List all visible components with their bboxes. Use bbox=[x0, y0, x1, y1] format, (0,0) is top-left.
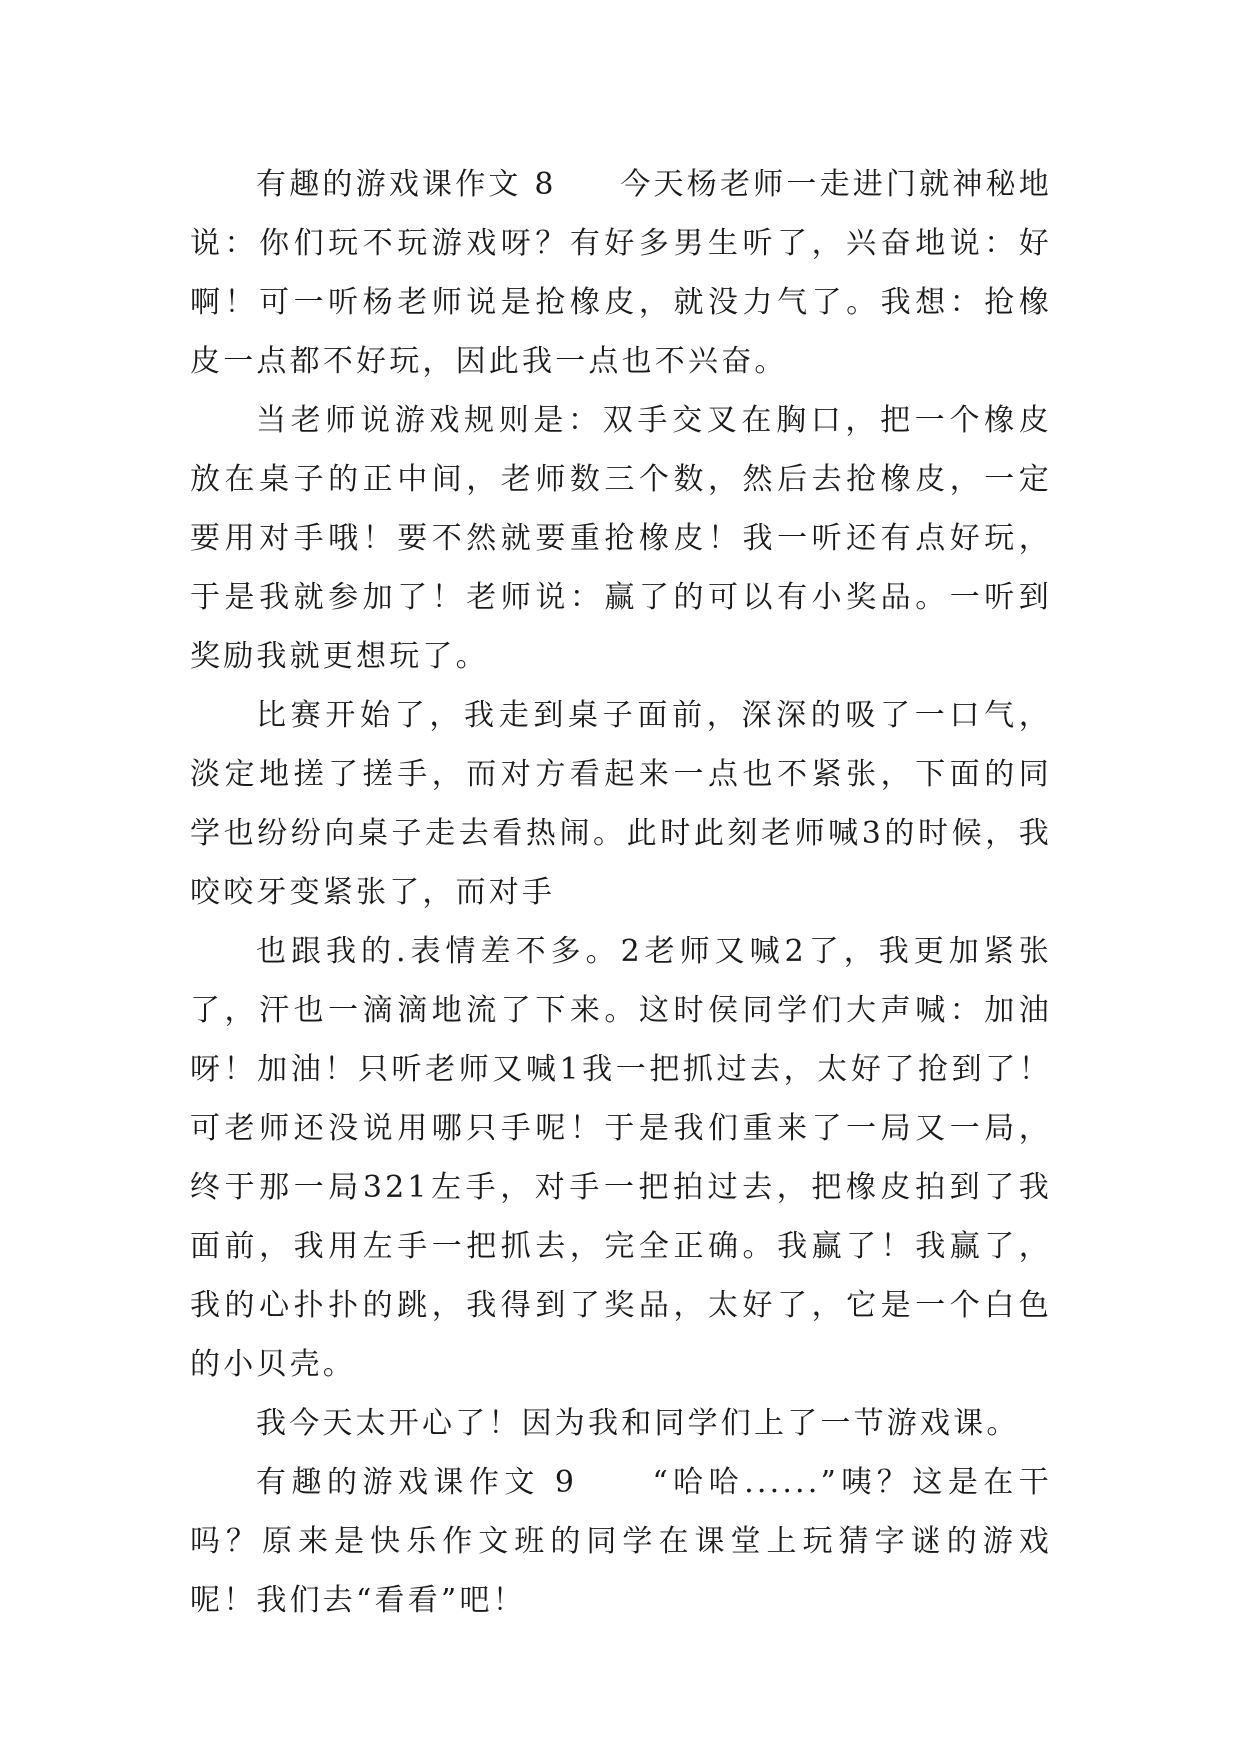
paragraph-4: 也跟我的.表情差不多。2老师又喊2了，我更加紧张了，汗也一滴滴地流了下来。这时侯同学们大声喊：加油呀！加油！只听老师又喊1我一把抓过去，太好了抢到了！可老师还没说用哪只手呢！于是我们重来了一局又一局，终于那一局321左手，对手一把拍过去，把橡皮拍到了我面前，我用左手一把抓去，完全正确。我赢了！我赢了，我的心扑扑的跳，我得到了奖品，太好了，它是一个白色的小贝壳。 bbox=[190, 934, 1052, 1382]
paragraph-1: 有趣的游戏课作文 8 今天杨老师一走进门就神秘地说：你们玩不玩游戏呀？有好多男生听了，兴奋地说：好啊！可一听杨老师说是抢橡皮，就没力气了。我想：抢橡皮一点都不好玩，因此我一点也不兴奋。 bbox=[190, 167, 1052, 379]
paragraph-3: 比赛开始了，我走到桌子面前，深深的吸了一口气，淡定地搓了搓手，而对方看起来一点也不紧张，下面的同学也纷纷向桌子走去看热闹。此时此刻老师喊3的时候，我咬咬牙变紧张了，而对手 bbox=[190, 698, 1052, 910]
paragraph-5: 我今天太开心了！因为我和同学们上了一节游戏课。 bbox=[256, 1406, 1020, 1441]
paragraph-6: 有趣的游戏课作文 9 “哈哈......”咦？这是在干吗？原来是快乐作文班的同学在课堂上玩猜字谜的游戏呢！我们去“看看”吧！ bbox=[190, 1465, 1052, 1618]
paragraph-2: 当老师说游戏规则是：双手交叉在胸口，把一个橡皮放在桌子的正中间，老师数三个数，然后去抢橡皮，一定要用对手哦！要不然就要重抢橡皮！我一听还有点好玩，于是我就参加了！老师说：赢了的可以有小奖品。一听到奖励我就更想玩了。 bbox=[190, 403, 1052, 674]
document-body bbox=[190, 155, 1052, 1630]
